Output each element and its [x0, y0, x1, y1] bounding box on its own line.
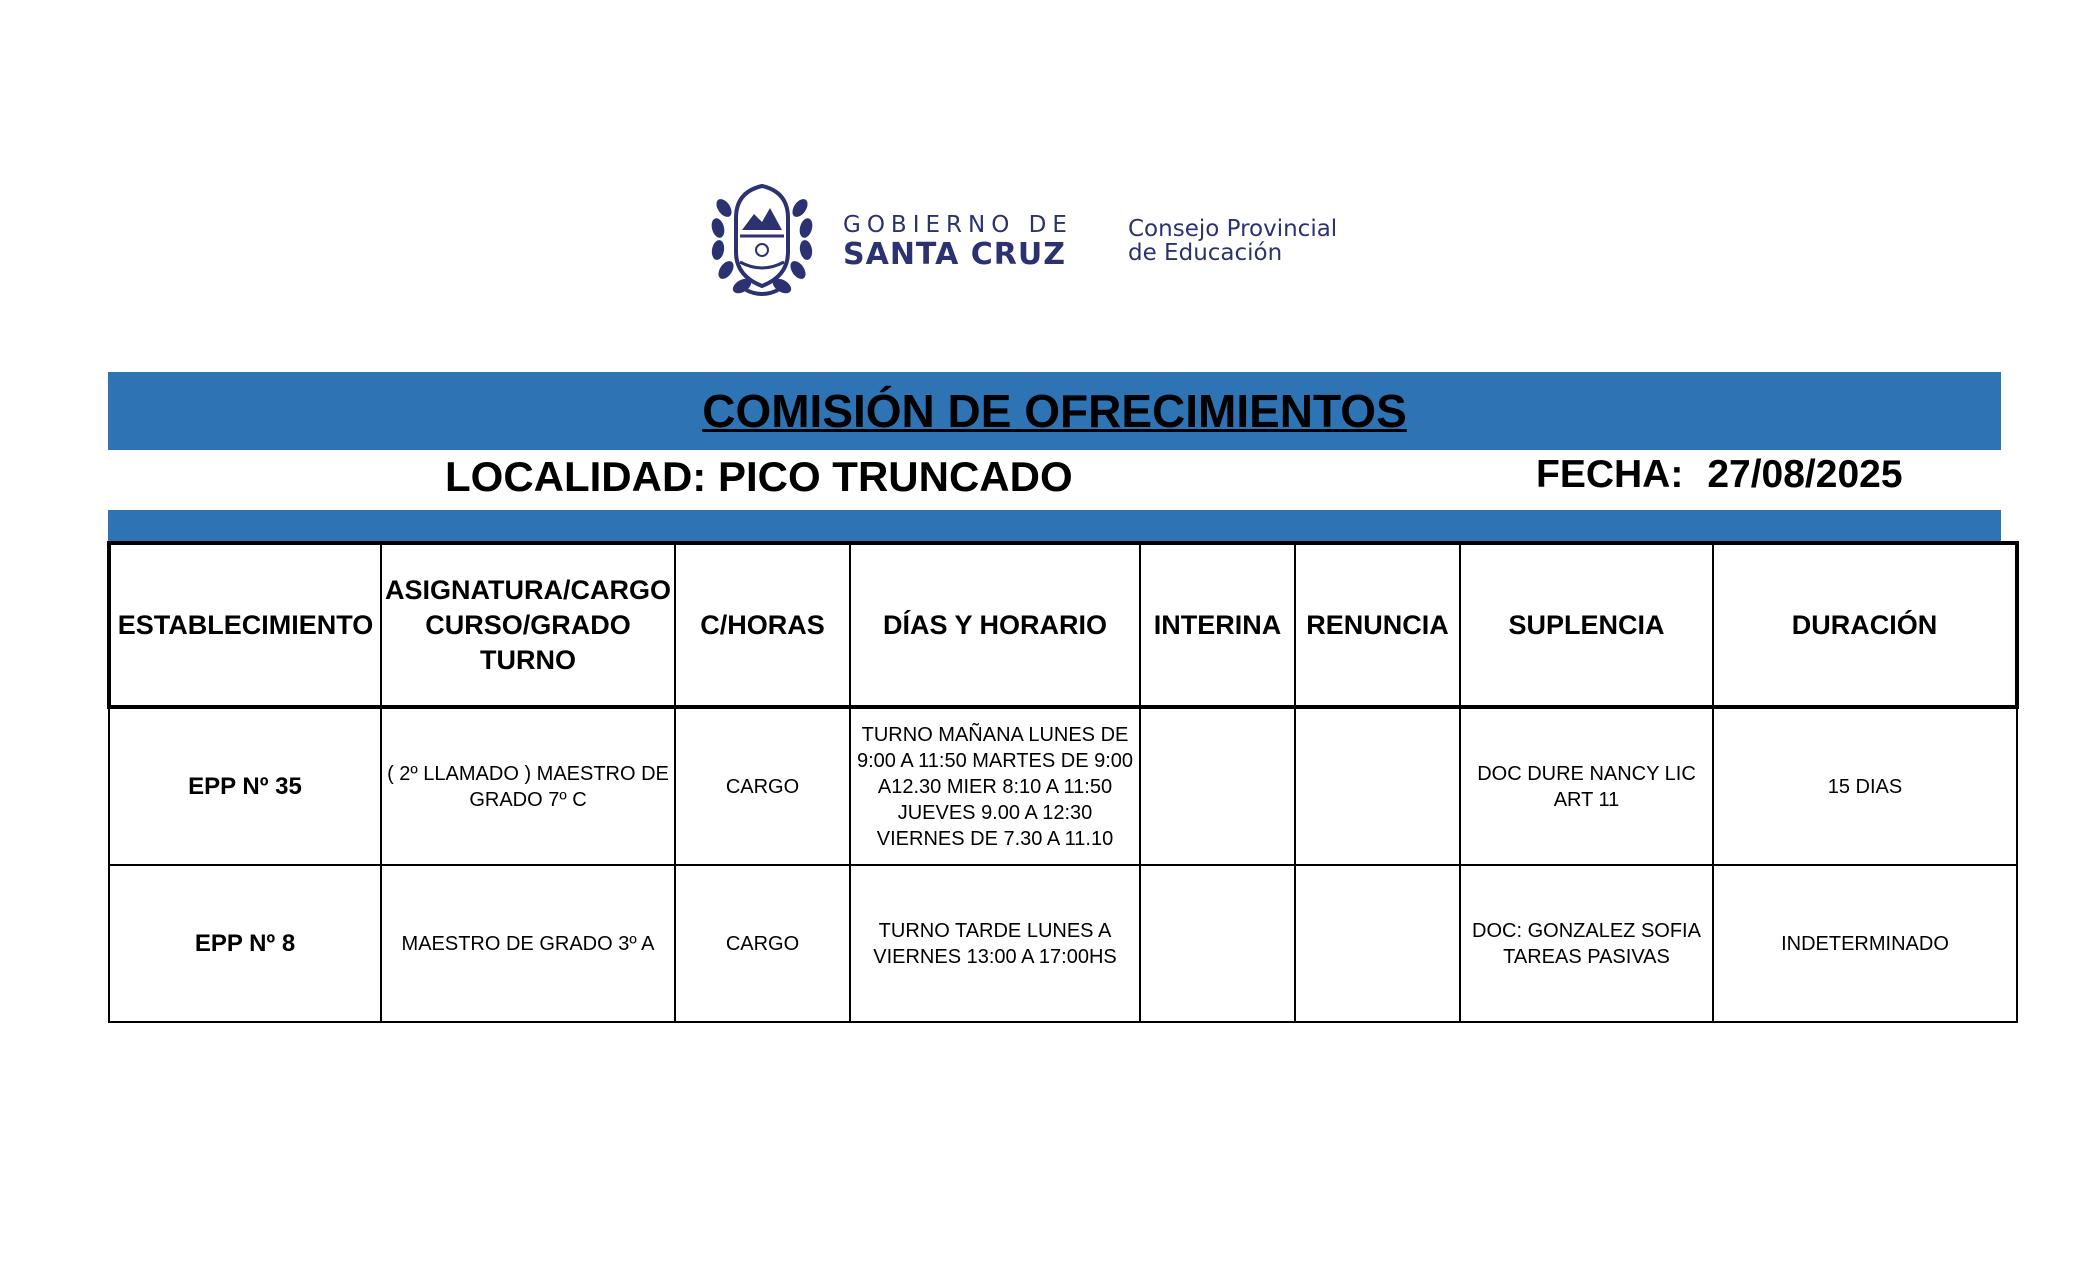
- table-row: [109, 707, 2017, 865]
- cell-interina: [1140, 865, 1295, 1022]
- cell-suplencia: DOC DURE NANCY LIC ART 11: [1460, 707, 1713, 865]
- fecha-heading: [1536, 453, 1903, 497]
- provincial-crest-icon: [710, 178, 814, 300]
- divider-band: [108, 510, 2001, 541]
- cell-horas: CARGO: [675, 707, 850, 865]
- cell-interina: [1140, 707, 1295, 865]
- cell-duracion: INDETERMINADO: [1713, 865, 2017, 1022]
- localidad-heading: LOCALIDAD: PICO TRUNCADO: [445, 453, 1073, 500]
- ofrecimientos-table: [107, 541, 2019, 1023]
- logo-gobierno-santa-cruz: [710, 178, 1360, 300]
- column-header-horas: C/HORAS: [675, 543, 850, 707]
- column-header-renuncia: RENUNCIA: [1295, 543, 1460, 707]
- cell-suplencia: DOC: GONZALEZ SOFIA TAREAS PASIVAS: [1460, 865, 1713, 1022]
- title-banner: [108, 372, 2001, 450]
- logo-de-educacion: de Educación: [1128, 240, 1283, 266]
- fecha-label: FECHA:: [1536, 453, 1684, 496]
- cell-horas: CARGO: [675, 865, 850, 1022]
- cell-asignatura: MAESTRO DE GRADO 3º A: [381, 865, 675, 1022]
- column-header-asignatura: ASIGNATURA/CARGO CURSO/GRADO TURNO: [381, 543, 675, 707]
- logo-gobierno-de: GOBIERNO DE: [843, 212, 1073, 238]
- cell-establecimiento: EPP Nº 35: [109, 707, 381, 865]
- cell-establecimiento: EPP Nº 8: [109, 865, 381, 1022]
- cell-horario: TURNO MAÑANA LUNES DE 9:00 A 11:50 MARTES DE 9:00 A12.30 MIER 8:10 A 11:50 JUEVES 9.00 A 12:30 VIERNES DE 7.30 A 11.10: [850, 707, 1140, 865]
- logo-santa-cruz: SANTA CRUZ: [843, 237, 1066, 272]
- table-row: [109, 865, 2017, 1022]
- column-header-interina: INTERINA: [1140, 543, 1295, 707]
- column-header-suplencia: SUPLENCIA: [1460, 543, 1713, 707]
- cell-asignatura: ( 2º LLAMADO ) MAESTRO DE GRADO 7º C: [381, 707, 675, 865]
- column-header-establecimiento: ESTABLECIMIENTO: [109, 543, 381, 707]
- cell-renuncia: [1295, 707, 1460, 865]
- table-header-row: [109, 543, 2017, 707]
- column-header-duracion: DURACIÓN: [1713, 543, 2017, 707]
- cell-horario: TURNO TARDE LUNES A VIERNES 13:00 A 17:00HS: [850, 865, 1140, 1022]
- cell-renuncia: [1295, 865, 1460, 1022]
- page-title: COMISIÓN DE OFRECIMIENTOS: [702, 385, 1407, 437]
- logo-consejo-provincial: Consejo Provincial: [1128, 216, 1338, 242]
- fecha-value: 27/08/2025: [1707, 453, 1903, 496]
- cell-duracion: 15 DIAS: [1713, 707, 2017, 865]
- column-header-horario: DÍAS Y HORARIO: [850, 543, 1140, 707]
